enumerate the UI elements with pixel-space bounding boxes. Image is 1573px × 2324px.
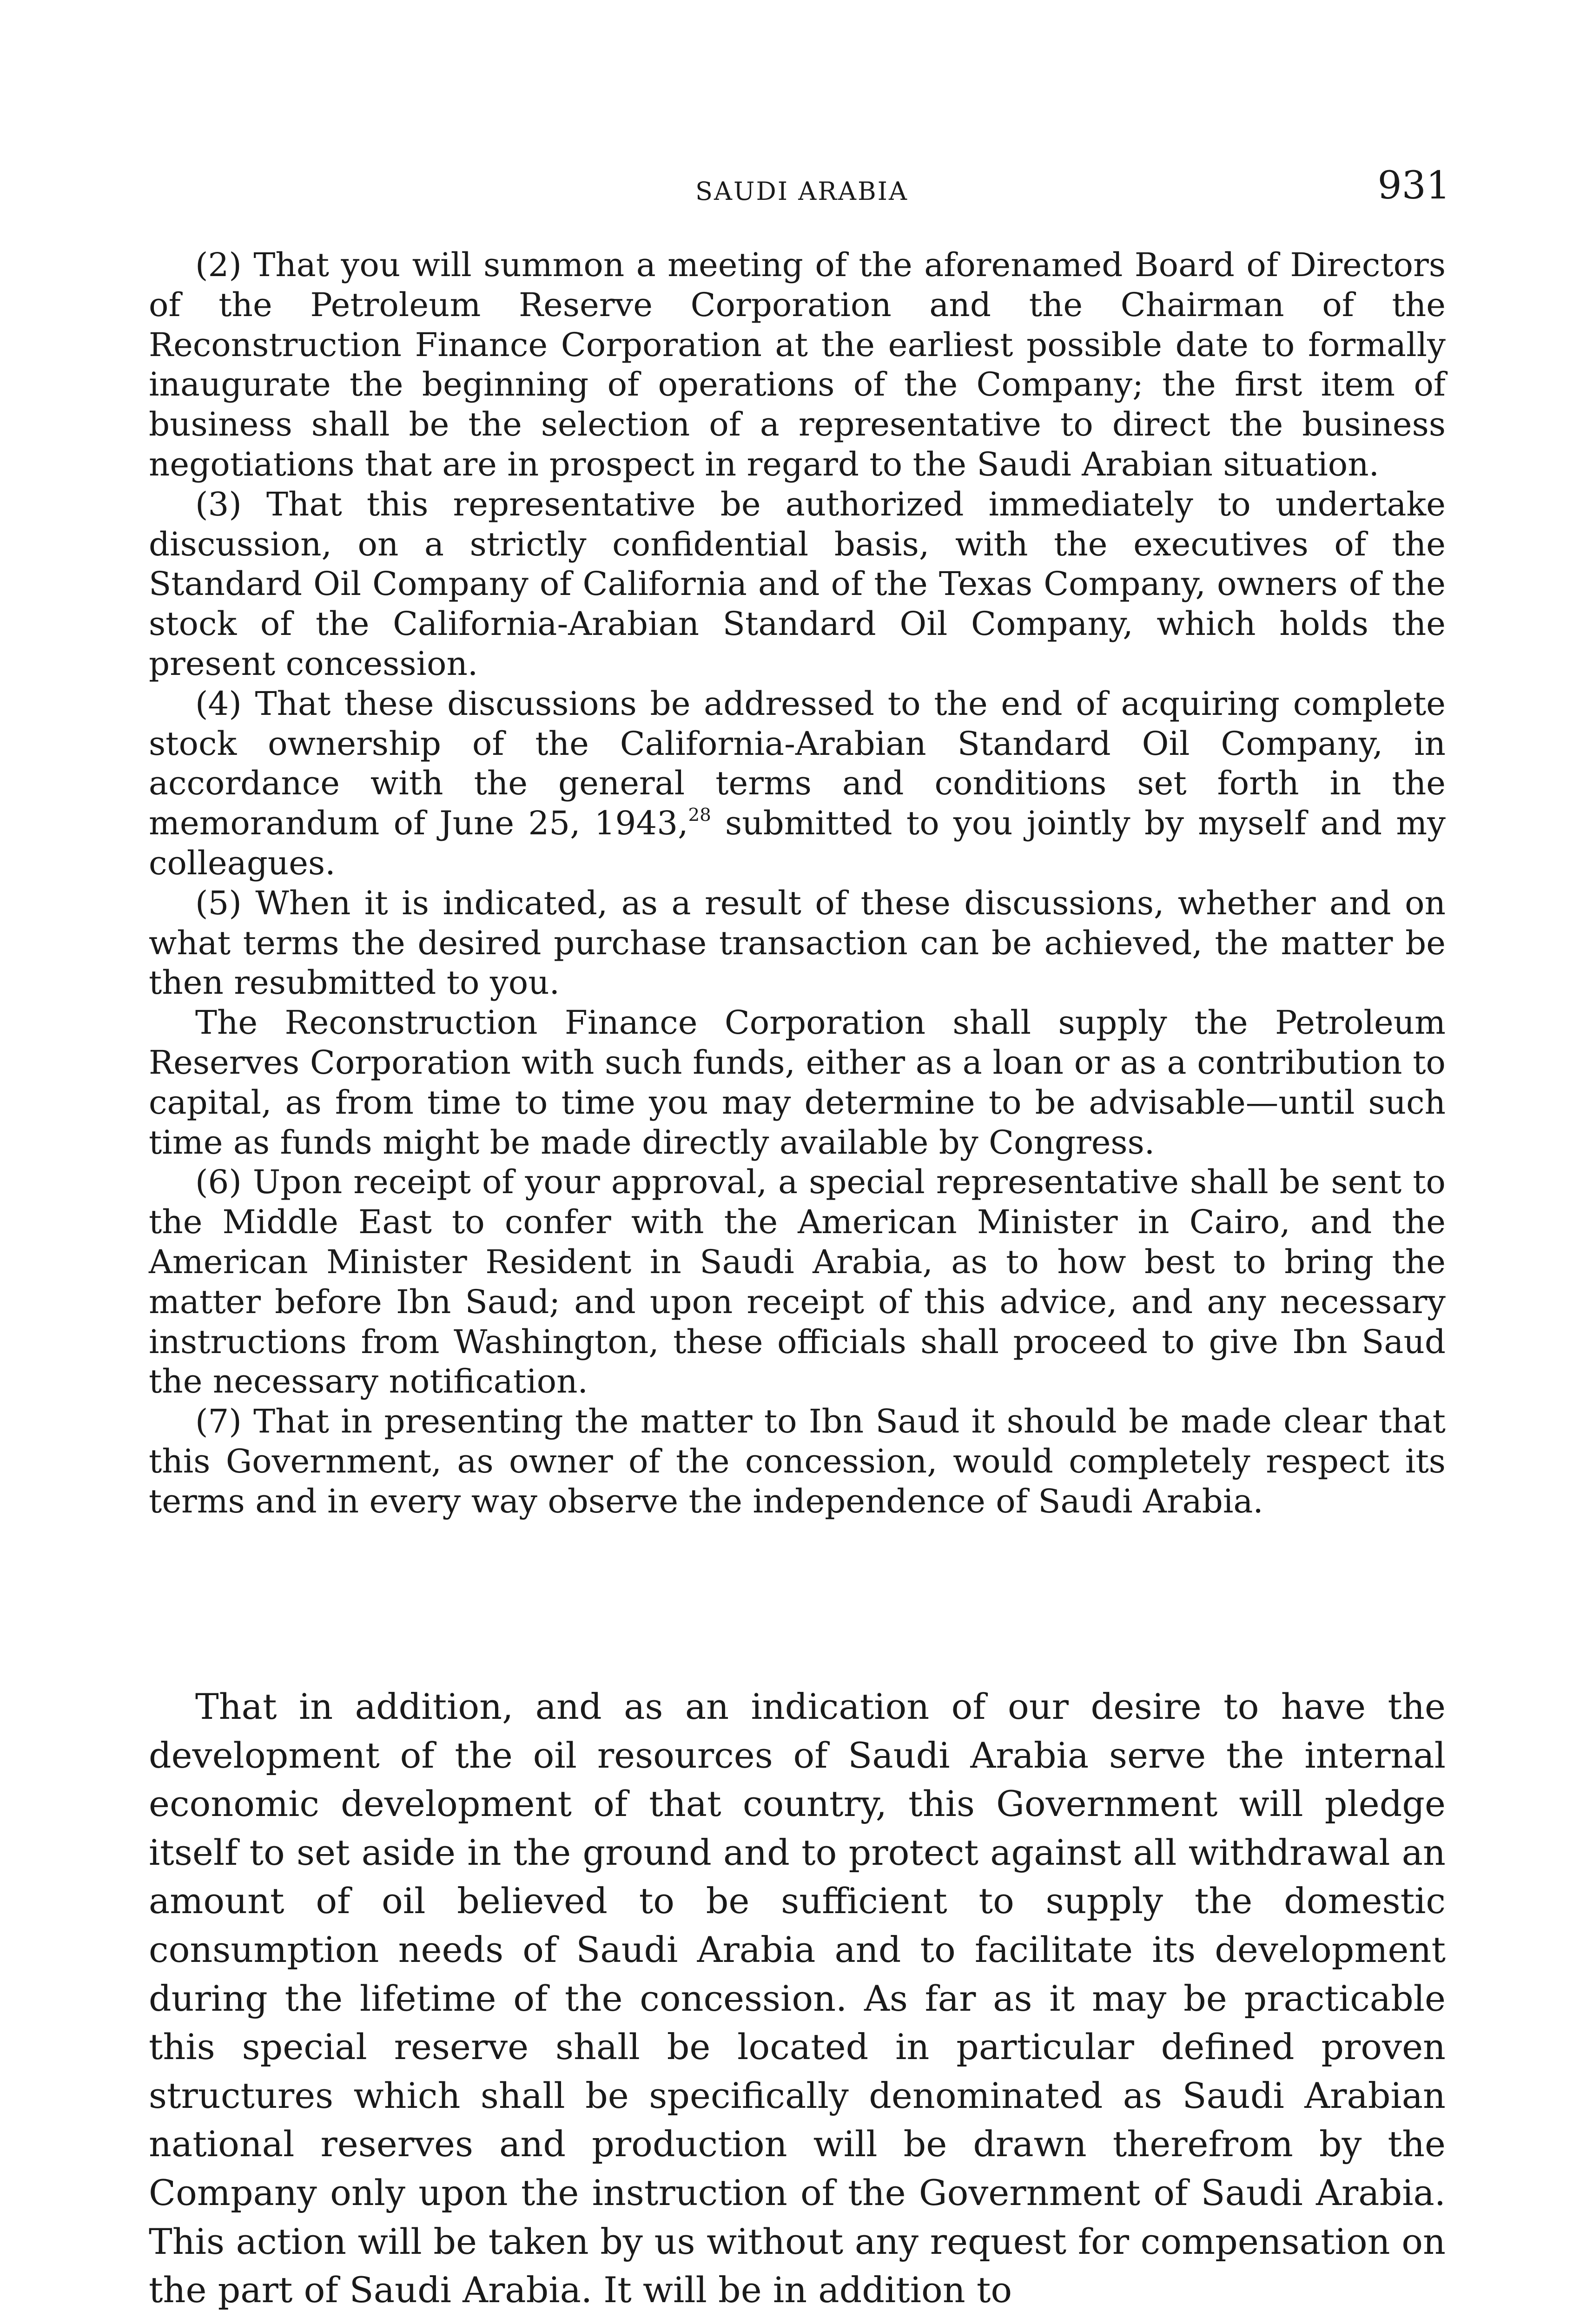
body-paragraph: That in addition, and as an indication of our desire to have the development of the oil resources of Saudi Arabia serve the internal economic development of that country, this Government will pledge itself to set aside in the ground and to protect against all withdrawal an amount of oil believed to be sufficient to supply the domestic consumption needs of Saudi Arabia and to facilitate its development during the lifetime of the concession. As far as it may be practicable this special reserve shall be located in particular defined proven structures which shall be specifically denominated as Saudi Arabian national reserves and production will be drawn therefrom by the Company only upon the instruction of the Government of Saudi Arabia. This action will be taken by us without any request for compensation on the part of Saudi Arabia. It will be in addition to bbox=[149, 1686, 1446, 2311]
body-text-block bbox=[149, 1683, 1446, 2315]
paragraph-5: (5) When it is indicated, as a result of these discussions, whether and on what terms the desired purchase transaction can be achieved, the matter be then resubmitted to you. bbox=[149, 884, 1446, 1002]
paragraph-4 bbox=[149, 684, 1446, 884]
footnote-reference: 28 bbox=[688, 805, 711, 826]
page-number: 931 bbox=[1377, 164, 1450, 208]
numbered-recommendations bbox=[149, 245, 1446, 1522]
paragraph-2: (2) That you will summon a meeting of the aforenamed Board of Directors of the Petroleum Reserve Corporation and the Chairman of the Reconstruction Finance Corporation at the earliest possible date to formally inaugurate the beginning of operations of the Company; the first item of business shall be the selection of a representative to direct the business negotiations that are in prospect in regard to the Saudi Arabian situation. bbox=[149, 246, 1446, 483]
page-header bbox=[153, 164, 1450, 208]
paragraph-3: (3) That this representative be authorized immediately to undertake discussion, on a strictly confidential basis, with the executives of the Standard Oil Company of California and of the Texas Company, owners of the stock of the California-Arabian Standard Oil Company, which holds the present concession. bbox=[149, 485, 1446, 683]
paragraph-7: (7) That in presenting the matter to Ibn Saud it should be made clear that this Government, as owner of the concession, would completely respect its terms and in every way observe the independence of Saudi Arabia. bbox=[149, 1402, 1446, 1520]
paragraph-rfc-funds: The Reconstruction Finance Corporation shall supply the Petroleum Reserves Corporation with such funds, either as a loan or as a contribution to capital, as from time to time you may determine to be advisable—until such time as funds might be made directly available by Congress. bbox=[149, 1004, 1446, 1162]
paragraph-4-text: (4) That these discussions be addressed to the end of acquiring complete stock ownership of the California-Arabian Standard Oil Company, in accordance with the general terms and conditions set forth in the memorandum of June 25, 1943, bbox=[149, 684, 1446, 843]
paragraph-4-text-end: submitted to you jointly by myself and my colleagues. bbox=[149, 804, 1446, 882]
paragraph-6: (6) Upon receipt of your approval, a special representative shall be sent to the Middle East to confer with the American Minister in Cairo, and the American Minister Resident in Saudi Arabia, as to how best to bring the matter before Ibn Saud; and upon receipt of this advice, and any necessary instructions from Washington, these officials shall proceed to give Ibn Saud the necessary notification. bbox=[149, 1163, 1446, 1401]
running-head: SAUDI ARABIA bbox=[695, 177, 908, 206]
